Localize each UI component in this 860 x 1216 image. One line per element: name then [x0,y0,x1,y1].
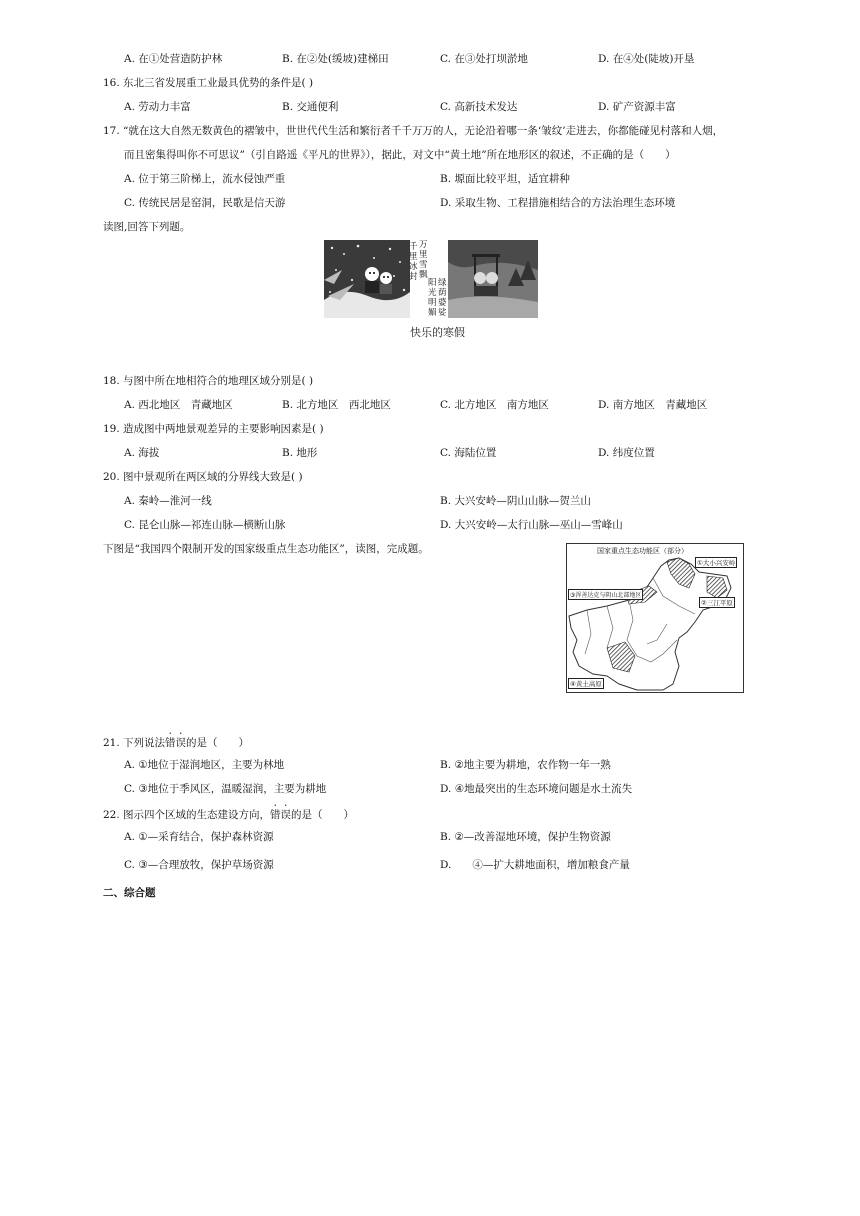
q19-option-a: A. 海拔 [124,447,160,459]
q16-option-a: A. 劳动力丰富 [124,101,191,113]
poem-lvyin: 绿 荫 婆 娑 [438,278,447,318]
winter-vacation-figure [324,240,538,320]
q20-option-c: C. 昆仑山脉—祁连山脉—横断山脉 [124,519,286,531]
map-intro: 下图是“我国四个限制开发的国家级重点生态功能区”，读图，完成题。 [103,543,429,555]
q17-stem-line2: 而且密集得叫你不可思议”（引自路遥《平凡的世界》），据此，对文中“黄土地”所在地形区的叙述，不正确的是（ ） [124,149,676,161]
poem-yangguang: 阳 光 明 媚 [428,278,437,318]
ecological-zones-map [566,543,744,693]
q22-stem: 22. 图示四个区域的生态建设方向，错误的是（ ） [103,809,355,821]
q17-stem-line1: 17. “就在这大自然无数黄色的褶皱中，世世代代生活和繁衍者千千万万的人，无论沿着哪一条‘皱纹’走进去，你都能碰见村落和人烟， [103,125,724,137]
q20-stem: 20. 图中景观所在两区域的分界线大致是( ) [103,471,303,483]
q16-option-d: D. 矿产资源丰富 [598,101,676,113]
map-label-1: ①大小兴安岭 [697,559,736,567]
q15-option-d: D. 在④处(陡坡)开垦 [598,53,695,65]
map-label-4: ④黄土高原 [570,680,602,688]
q16-option-c: C. 高新技术发达 [440,101,518,113]
poem-wanli: 万 里 雪 飘 [419,240,428,280]
q20-option-a: A. 秦岭—淮河一线 [124,495,212,507]
q21-option-d: D. ④地最突出的生态环境问题是水土流失 [440,783,633,795]
q18-option-a: A. 西北地区 青藏地区 [124,399,233,411]
q22-option-b: B. ②—改善湿地环境，保护生物资源 [440,831,611,843]
map-label-2: ②三江平原 [701,599,733,607]
q15-option-b: B. 在②处(缓坡)建梯田 [282,53,389,65]
q21-option-b: B. ②地主要为耕地，农作物一年一熟 [440,759,611,771]
q20-option-d: D. 大兴安岭—太行山脉—巫山—雪峰山 [440,519,623,531]
q15-option-a: A. 在①处营造防护林 [124,53,223,65]
map-title: 国家重点生态功能区（部分） [597,547,688,555]
q17-option-d: D. 采取生物、工程措施相结合的方法治理生态环境 [440,197,676,209]
poem-qianli: 千 里 冰 封 [409,242,418,282]
q19-stem: 19. 造成图中两地景观差异的主要影响因素是( ) [103,423,324,435]
q19-option-b: B. 地形 [282,447,318,459]
map-label-3: ③浑善达克与阴山北部地区 [568,589,643,600]
q17-option-b: B. 塬面比较平坦，适宜耕种 [440,173,570,185]
q16-option-b: B. 交通便利 [282,101,339,113]
q21-option-c: C. ③地位于季风区，温暖湿润，主要为耕地 [124,783,327,795]
q16-stem: 16. 东北三省发展重工业最具优势的条件是( ) [103,77,314,89]
q18-stem: 18. 与图中所在地相符合的地理区域分别是( ) [103,375,314,387]
q22-option-d: D. ④—扩大耕地面积，增加粮食产量 [440,859,630,871]
q15-option-c: C. 在③处打坝淤地 [440,53,528,65]
q20-option-b: B. 大兴安岭—阴山山脉—贺兰山 [440,495,591,507]
q22-option-c: C. ③—合理放牧，保护草场资源 [124,859,274,871]
figure1-caption: 快乐的寒假 [410,326,465,339]
q18-option-c: C. 北方地区 南方地区 [440,399,549,411]
q19-option-c: C. 海陆位置 [440,447,497,459]
q19-option-d: D. 纬度位置 [598,447,655,459]
q22-option-a: A. ①—采育结合，保护森林资源 [124,831,274,843]
read-intro: 读图,回答下列题。 [103,221,191,233]
q17-option-c: C. 传统民居是窑洞，民歌是信天游 [124,197,286,209]
q17-option-a: A. 位于第三阶梯上，流水侵蚀严重 [124,173,286,185]
q18-option-b: B. 北方地区 西北地区 [282,399,391,411]
section-heading: 二、综合题 [103,887,156,899]
q21-stem: 21. 下列说法错误的是（ ） [103,737,250,749]
q21-option-a: A. ①地位于湿润地区，主要为林地 [124,759,285,771]
q18-option-d: D. 南方地区 青藏地区 [598,399,708,411]
